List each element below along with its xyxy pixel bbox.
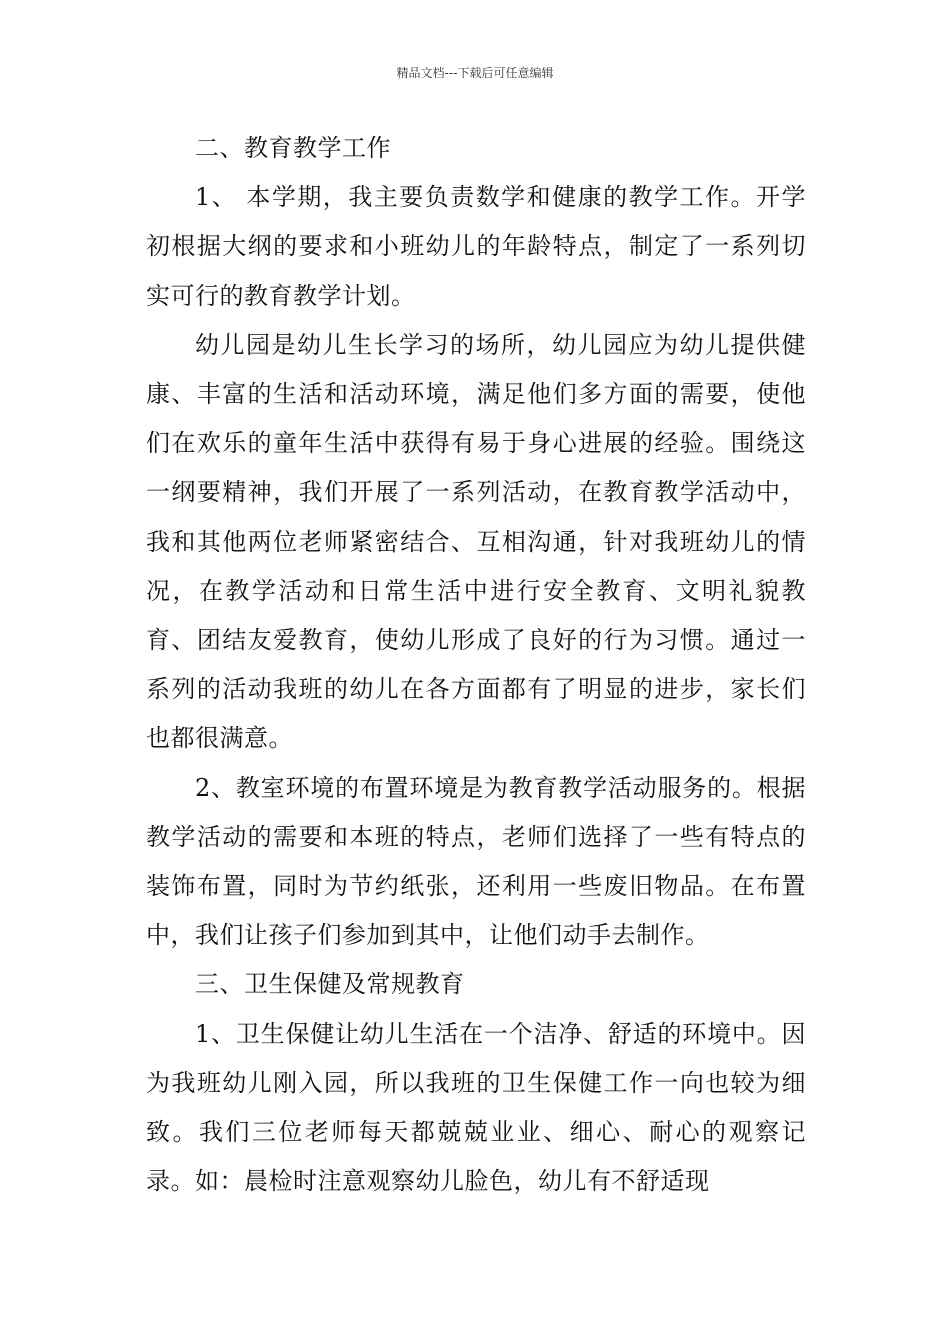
paragraph-teaching-duties: 1、 本学期，我主要负责数学和健康的教学工作。开学初根据大纲的要求和小班幼儿的年龄特点，制定了一系列切实可行的教育教学计划。 bbox=[146, 183, 806, 310]
paragraph-kindergarten-activities: 幼儿园是幼儿生长学习的场所，幼儿园应为幼儿提供健康、丰富的生活和活动环境，满足他们多方面的需要，使他们在欢乐的童年生活中获得有易于身心进展的经验。围绕这一纲要精神，我们开展了一系列活动，在教育教学活动中，我和其他两位老师紧密结合、互相沟通，针对我班幼儿的情况，在教学活动和日常生活中进行安全教育、文明礼貌教育、团结友爱教育，使幼儿形成了良好的行为习惯。通过一系列的活动我班的幼儿在各方面都有了明显的进步，家长们也都很满意。 bbox=[146, 330, 806, 753]
section-heading-health: 三、卫生保健及常规教育 bbox=[195, 970, 465, 999]
page-header: 精品文档---下载后可任意编辑 bbox=[396, 66, 554, 80]
paragraph-classroom-environment: 2、教室环境的布置环境是为教育教学活动服务的。根据教学活动的需要和本班的特点，老师们选择了一些有特点的装饰布置，同时为节约纸张，还利用一些废旧物品。在布置中，我们让孩子们参加到其中，让他们动手去制作。 bbox=[146, 773, 806, 950]
section-heading-teaching: 二、教育教学工作 bbox=[195, 134, 391, 162]
paragraph-health-care: 1、卫生保健让幼儿生活在一个洁净、舒适的环境中。因为我班幼儿刚入园，所以我班的卫生保健工作一向也较为细致。我们三位老师每天都兢兢业业、细心、耐心的观察记录。如：晨检时注意观察幼儿脸色，幼儿有不舒适现 bbox=[146, 1019, 806, 1196]
document-body bbox=[146, 124, 806, 1206]
